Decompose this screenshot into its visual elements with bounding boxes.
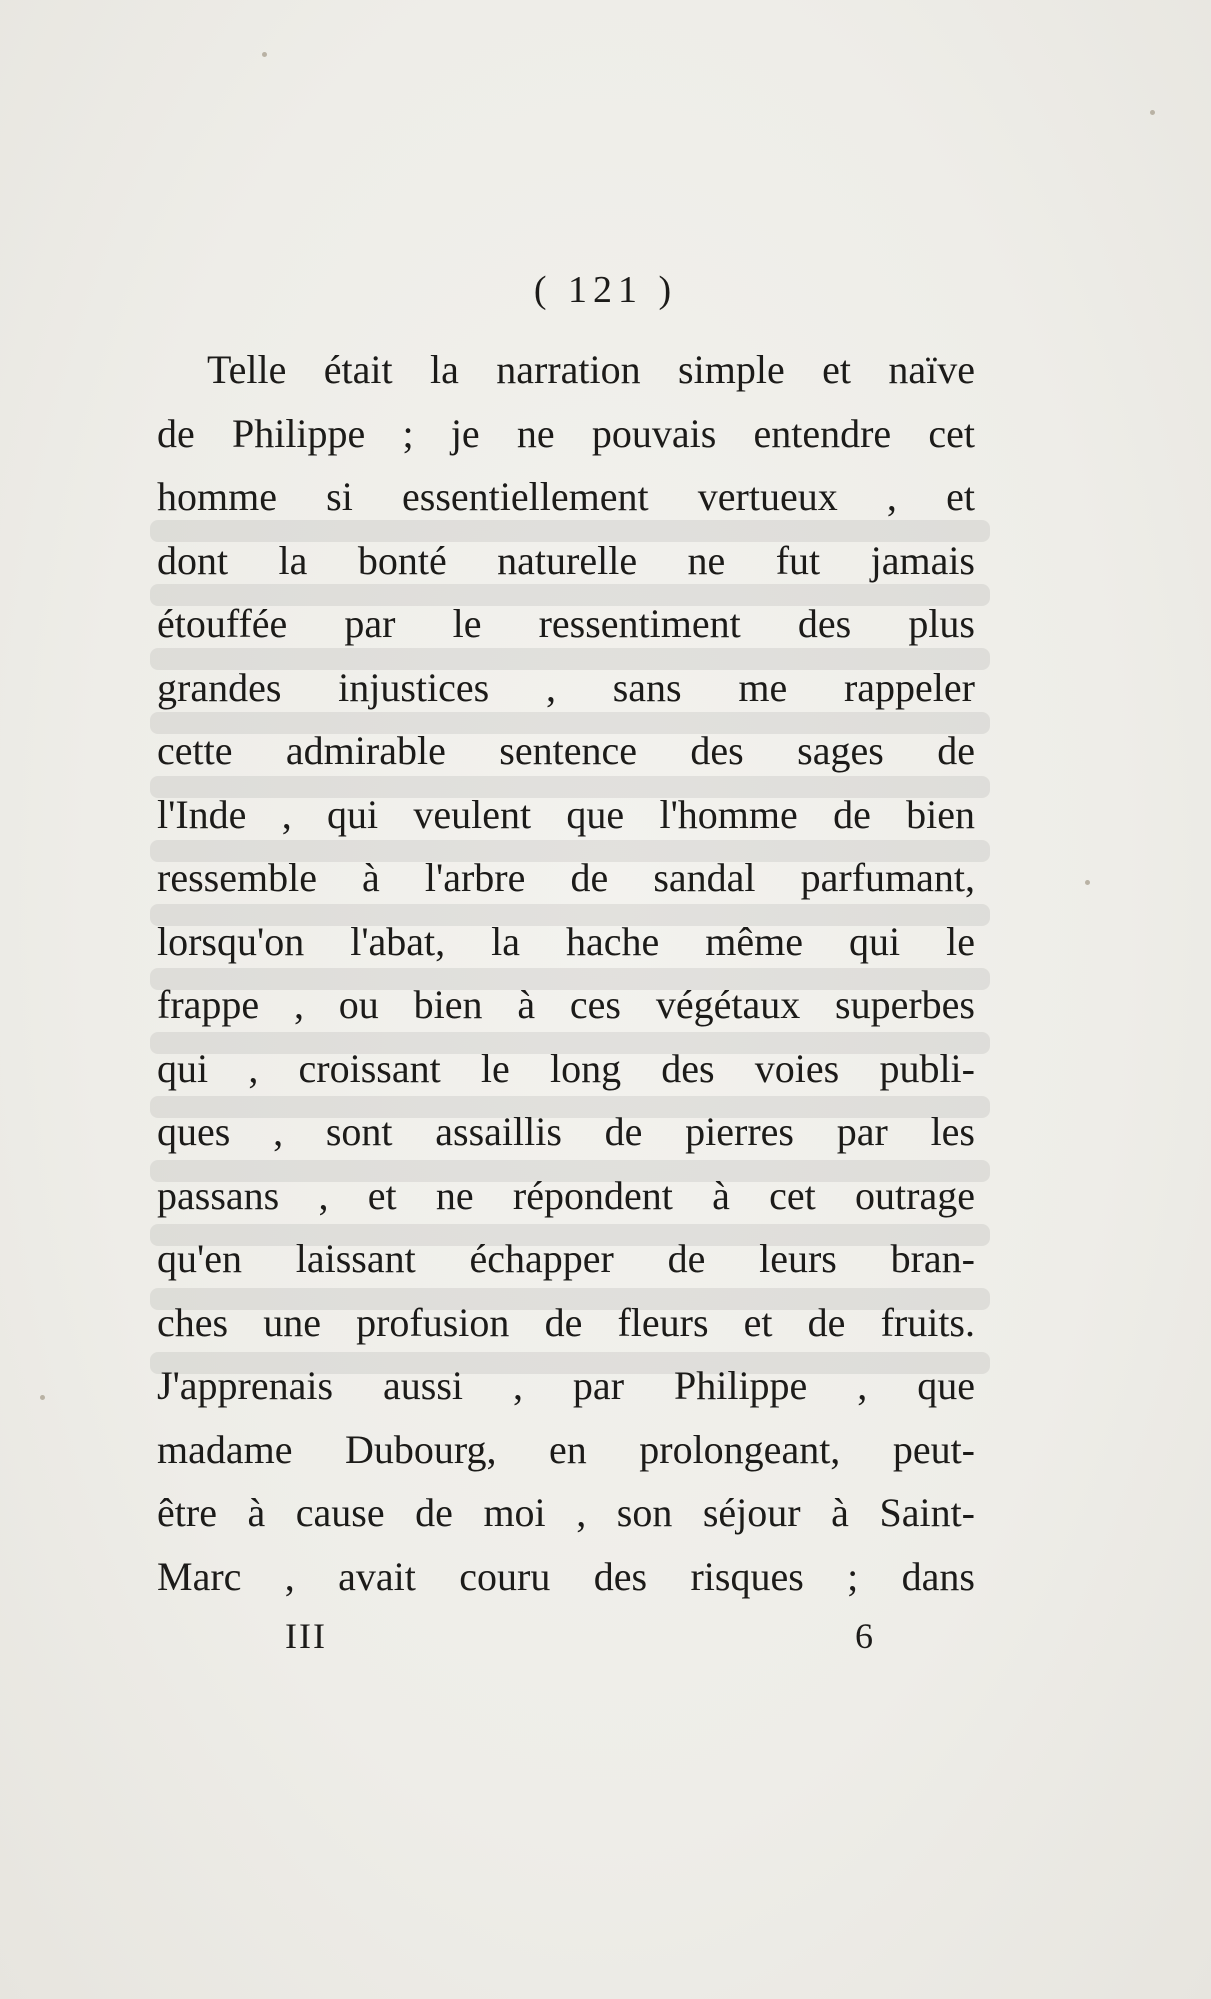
text-line: cette admirable sentence des sages de <box>157 728 975 773</box>
text-line: homme si essentiellement vertueux , et <box>157 474 975 519</box>
text-line: passans , et ne répondent à cet outrage <box>157 1172 975 1218</box>
paper-fleck <box>40 1395 45 1400</box>
paper-fleck <box>1085 880 1090 885</box>
text-line: l'Inde , qui veulent que l'homme de bien <box>157 791 975 837</box>
text-line: étouffée par le ressentiment des plus <box>157 601 975 646</box>
text-line: Telle était la narration simple et naïve <box>207 347 975 392</box>
text-line: madame Dubourg, en prolongeant, peut- <box>157 1426 975 1472</box>
text-line: grandes injustices , sans me rappeler <box>157 664 975 710</box>
body-text <box>157 338 975 1608</box>
text-line: dont la bonté naturelle ne fut jamais <box>157 537 975 583</box>
text-line: qu'en laissant échapper de leurs bran- <box>157 1236 975 1281</box>
text-line: qui , croissant le long des voies publi- <box>157 1045 975 1091</box>
text-line: Marc , avait couru des risques ; dans <box>157 1553 975 1599</box>
page-number: ( 121 ) <box>533 269 678 311</box>
text-line: être à cause de moi , son séjour à Saint- <box>157 1490 975 1535</box>
text-line: frappe , ou bien à ces végétaux superbes <box>157 982 975 1027</box>
page-footer <box>157 1615 975 1665</box>
text-line: lorsqu'on l'abat, la hache même qui le <box>157 918 975 964</box>
text-line: ressemble à l'arbre de sandal parfumant, <box>157 855 975 900</box>
signature-mark: III <box>285 1616 327 1656</box>
paper-fleck <box>262 52 267 57</box>
text-line: ques , sont assaillis de pierres par les <box>157 1109 975 1154</box>
gathering-number: 6 <box>855 1616 873 1656</box>
text-line: ches une profusion de fleurs et de fruits. <box>157 1299 975 1345</box>
text-line: J'apprenais aussi , par Philippe , que <box>157 1363 975 1408</box>
text-line: de Philippe ; je ne pouvais entendre cet <box>157 410 975 456</box>
paper-fleck <box>1150 110 1155 115</box>
